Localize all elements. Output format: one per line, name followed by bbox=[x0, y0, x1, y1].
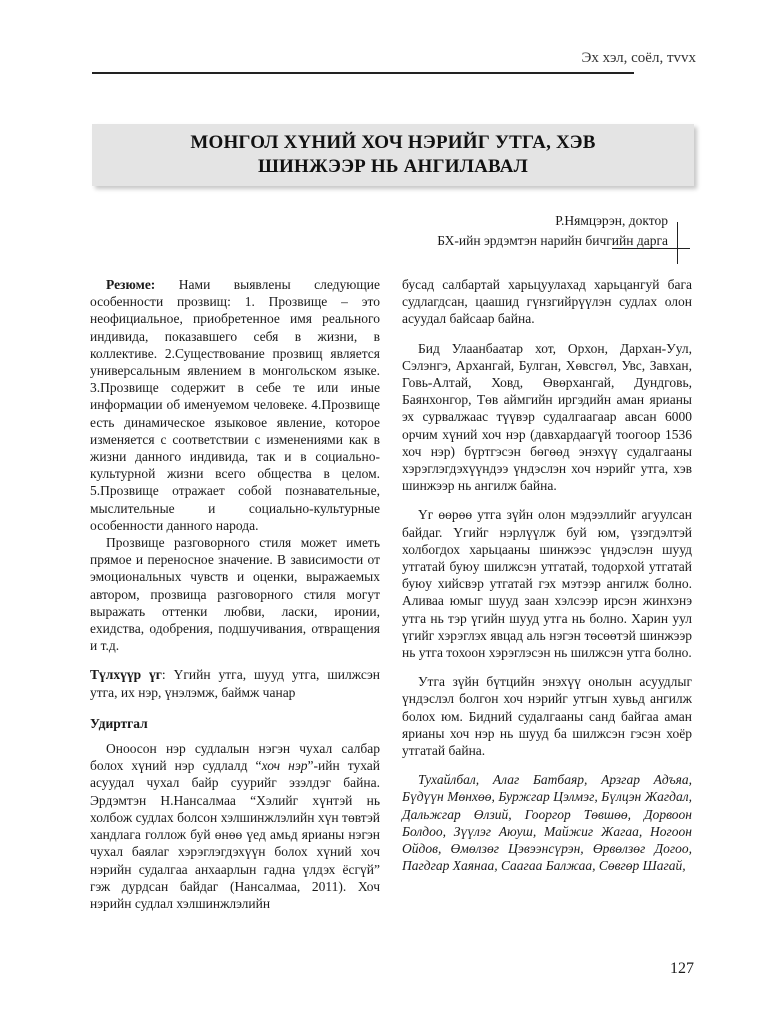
abstract-paragraph-2: Прозвище разговорного стиля может иметь прямое и переносное значение. В зависимости от эмоциональных чувств и оценки, выражаемых автором, прозвища разговорного стиля могут выражать оттенки любви, ласки, иронии, ехидства, одобрения, подшучивания, отвращения и т.д. bbox=[90, 535, 380, 654]
title-box bbox=[92, 124, 694, 186]
author-name: Р.Нямцэрэн, доктор bbox=[555, 213, 668, 228]
abstract-label: Резюме: bbox=[106, 277, 156, 292]
right-column bbox=[402, 276, 692, 875]
right-paragraph-5: Тухайлбал, Алаг Батбаяр, Арзгар Адъяа, Бүдүүн Мөнхөө, Буржгар Цэлмэг, Бүлцэн Жагдал, Дальжгар Өлзий, Гооргор Төвшөө, Дорвоон Болдоо, Зүүлэг Аюуш, Майжиг Жагаа, Ногоон Ойдов, Өмөлзөг Цэвээнсүрэн, Өрвөлзөг Догоо, Пагдгар Хаянаа, Саагаа Балжаа, Сөвгөр Шагай, bbox=[402, 772, 692, 874]
intro-text-before: Оноосон нэр судлалын нэгэн чухал салбар болох хүний нэр судлалд “ bbox=[90, 741, 380, 774]
article-title bbox=[190, 131, 595, 179]
keywords-paragraph bbox=[90, 666, 380, 700]
intro-text-after: ”-ийн тухай асуудал чухал байр суурийг эзэлдэг байна. Эрдэмтэн Н.Нансалмаа “Хэлийг хүнтэй нь холбож судлах болсон хэлшинжлэлийн хүн төвтэй хандлага голлож буй өнөө үед амьд ярианы нэгэн чухал баялаг хэрэглэгдэхүүн болох хүний хоч нэрийн судалгаа анхаарлын гадна үлдэх ёсгүй” гэж дурдсан байдаг (Нансалмаа, 2011). Хоч нэрийн судлал хэлшинжлэлийн bbox=[90, 758, 381, 911]
intro-paragraph bbox=[90, 740, 380, 912]
intro-italic-term: хоч нэр bbox=[261, 758, 308, 774]
right-paragraph-3: Үг өөрөө утга зүйн олон мэдээллийг агуулсан байдаг. Үгийг нэрлүүлж буй юм, үзэгдэлтэй холбогдох харьцааны шинжээс үндэслэн шууд утгатай буюу шилжсэн утгатай, тодорхой утгатай буюу хийсвэр утгатай гэх мэтээр ангилж болно. Аливаа юмыг шууд заан хэлсээр ирсэн жинхэнэ утга нь тэр үгийн шууд утга нь болно. Харин уул үгийг хэрэглэх явцад аль нэгэн төсөөтэй шинжээр нь утга тохоон хэрэглэсэн нь шилжсэн утга болно. bbox=[402, 507, 692, 661]
author-block bbox=[437, 211, 668, 251]
page-number: 127 bbox=[670, 960, 694, 977]
keywords-text: : Үгийн утга, шууд утга, шилжсэн утга, их нэр, үнэлэмж, баймж чанар bbox=[90, 667, 380, 700]
author-affiliation: БХ-ийн эрдэмтэн нарийн бичгийн дарга bbox=[437, 233, 668, 248]
left-column bbox=[90, 276, 380, 912]
right-paragraph-1: бусад салбартай харьцуулахад харьцангуй бага судлагдсан, цаашид гүнзгийрүүлэн судлах олон асуудал байсаар байна. bbox=[402, 277, 692, 327]
title-line-2: ШИНЖЭЭР НЬ АНГИЛАВАЛ bbox=[257, 156, 528, 177]
abstract-paragraph bbox=[90, 276, 380, 534]
header-rule bbox=[92, 72, 634, 74]
keywords-label: Түлхүүр үг bbox=[90, 667, 162, 683]
abstract-text: Нами выявлены следующие особенности прозвищ: 1. Прозвище – это неофициальное, приобретенное имя реального индивида, показавшего себя в жизни, в коллективе. 2.Существование прозвищ является универсальным явлением в монгольском языке. 3.Прозвище содержит в себе те или иные информации об именуемом человеке. 4.Прозвище есть динамическое языковое явление, которое изменяется с соответствии с изменениями как в жизни данного индивида, так и в социально-культурной жизни всего общества в целом. 5.Прозвище отражает собой познавательные, мыслительные и социально-культурные особенности данного народа. bbox=[90, 277, 380, 533]
intro-heading: Удиртгал bbox=[90, 715, 148, 731]
right-paragraph-4: Утга зүйн бүтцийн энэхүү онолын асуудлыг үндэслэл болгон хоч нэрийг утгын хувьд ангилж болох юм. Бидний судалгааны санд байгаа аман ярианы хоч нэр нь шууд ба шилжсэн гэсэн хоёр утгатай байна. bbox=[402, 674, 692, 759]
running-head: Эх хэл, соёл, тvvх bbox=[581, 50, 696, 66]
author-vertical-rule bbox=[677, 222, 678, 264]
author-horizontal-rule bbox=[612, 248, 690, 249]
title-line-1: МОНГОЛ ХҮНИЙ ХОЧ НЭРИЙГ УТГА, ХЭВ bbox=[190, 132, 596, 153]
right-paragraph-2: Бид Улаанбаатар хот, Орхон, Дархан-Уул, Сэлэнгэ, Архангай, Булган, Хөвсгөл, Увс, Завхан, Говь-Алтай, Ховд, Өвөрхангай, Дундговь, Баянхонгор, Төв аймгийн иргэдийн аман ярианы эх сурвалжаас түүвэр судалгаагаар авсан 6000 орчим хүний хоч нэр (давхардаагүй тоогоор 1536 хоч нэр) бүртгэсэн бөгөөд энэхүү судалгааны хэрэглэгдэхүүндээ үндэслэн хоч нэрийг утга, хэв шинжээр нь ангилж байна. bbox=[402, 340, 692, 494]
